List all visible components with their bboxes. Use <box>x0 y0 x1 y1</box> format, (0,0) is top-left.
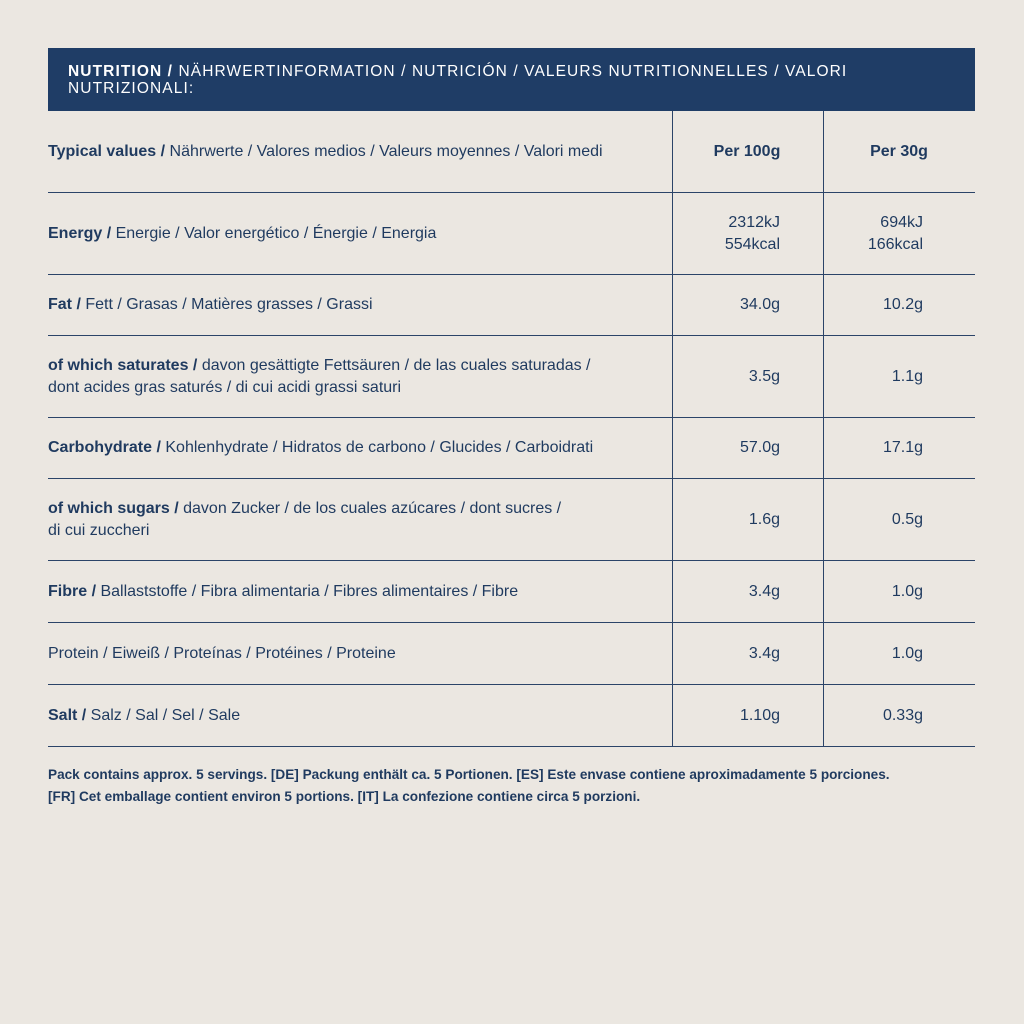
row-label: Energy / Energie / Valor energético / Énergie / Energia <box>48 224 437 242</box>
value-per-100g: 3.4g <box>748 644 780 662</box>
value-per-30g: 1.0g <box>891 644 923 662</box>
table-row-energy <box>48 193 975 275</box>
servings-note-line-1: Pack contains approx. 5 servings. [DE] Packung enthält ca. 5 Portionen. [ES] Este envase contiene aproximadamente 5 porciones. <box>48 767 890 782</box>
table-row-protein <box>48 623 975 685</box>
servings-note-line-2: [FR] Cet emballage contient environ 5 portions. [IT] La confezione contiene circa 5 porzioni. <box>48 789 641 804</box>
table-row-sugars <box>48 479 975 561</box>
per-30g-header: Per 30g <box>870 142 928 160</box>
value-per-30g: 1.0g <box>891 582 923 600</box>
value-per-100g: 57.0g <box>739 439 780 456</box>
table-row-saturates <box>48 336 975 418</box>
row-label: of which sugars / davon Zucker / de los cuales azúcares / dont sucres / di cui zuccheri <box>48 499 562 539</box>
value-per-100g: 3.5g <box>748 367 780 385</box>
row-label: Carbohydrate / Kohlenhydrate / Hidratos de carbono / Glucides / Carboidrati <box>48 439 594 456</box>
table-row-salt <box>48 685 975 747</box>
row-label: of which saturates / davon gesättigte Fettsäuren / de las cuales saturadas / dont acides gras saturés / di cui acidi grassi saturi <box>48 356 591 396</box>
table-row-carbohydrate <box>48 418 975 479</box>
row-label: Salt / Salz / Sal / Sel / Sale <box>48 706 241 724</box>
per-100g-header: Per 100g <box>713 142 781 160</box>
table-header-row <box>48 111 975 193</box>
value-per-30g: 1.1g <box>891 367 923 385</box>
value-per-30g: 17.1g <box>882 439 923 456</box>
typical-values-label: Typical values / Nährwerte / Valores medios / Valeurs moyennes / Valori medi <box>48 142 603 160</box>
value-per-100g: 3.4g <box>748 582 780 600</box>
title-bold: NUTRITION / <box>68 63 174 80</box>
value-per-30g: 0.33g <box>882 706 923 724</box>
value-per-30g: 694kJ 166kcal <box>867 213 923 253</box>
row-label: Protein / Eiweiß / Proteínas / Protéines / Proteine <box>48 644 396 662</box>
title-languages: NÄHRWERTINFORMATION / NUTRICIÓN / VALEURS NUTRITIONNELLES / VALORI NUTRIZIONALI: <box>68 63 848 97</box>
value-per-100g: 1.6g <box>748 510 780 528</box>
nutrition-table <box>48 111 975 747</box>
value-per-100g: 1.10g <box>739 706 780 724</box>
table-row-fat <box>48 275 975 336</box>
value-per-100g: 34.0g <box>739 296 780 313</box>
row-label: Fat / Fett / Grasas / Matières grasses / Grassi <box>48 296 373 313</box>
table-title-banner <box>48 48 975 111</box>
row-label: Fibre / Ballaststoffe / Fibra alimentaria / Fibres alimentaires / Fibre <box>48 582 519 600</box>
value-per-30g: 10.2g <box>882 296 923 313</box>
value-per-30g: 0.5g <box>891 510 923 528</box>
servings-note <box>48 764 975 808</box>
value-per-100g: 2312kJ 554kcal <box>724 213 780 253</box>
table-row-fibre <box>48 561 975 623</box>
